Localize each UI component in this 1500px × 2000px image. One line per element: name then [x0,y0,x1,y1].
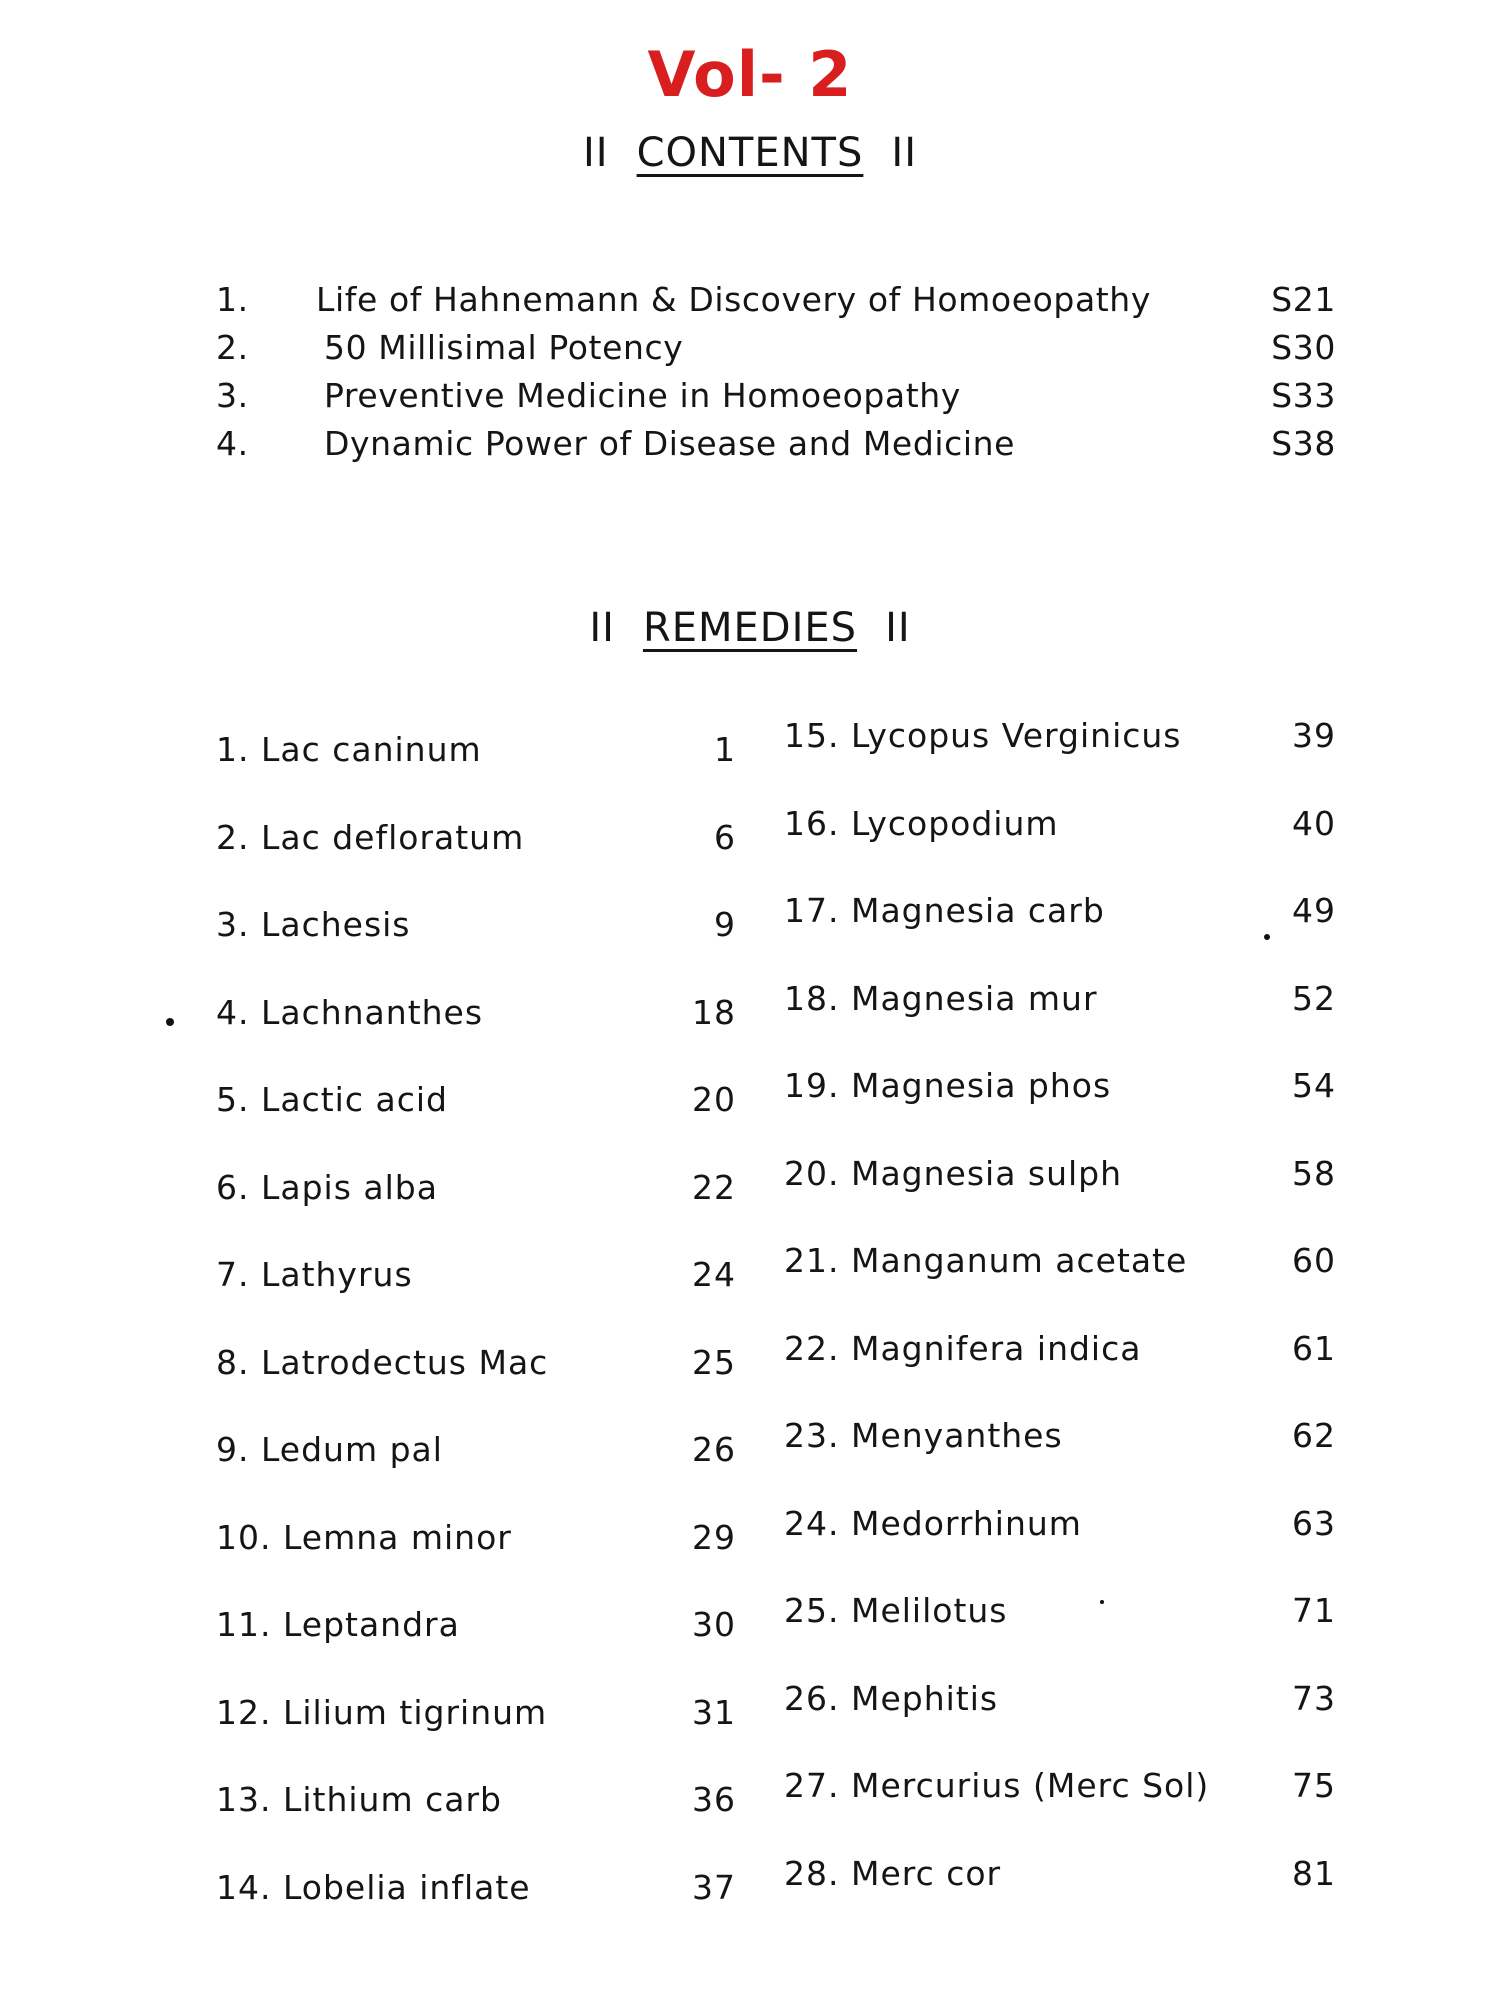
remedy-item [784,1154,1336,1242]
contents-item [216,280,1336,328]
remedy-page: 60 [1292,1241,1336,1280]
remedy-page: 18 [692,992,736,1032]
remedy-page: 9 [714,905,736,944]
remedy-page: 71 [1292,1591,1336,1630]
remedy-name: 23. Menyanthes [784,1416,1063,1455]
remedy-name: 17. Magnesia carb [784,891,1105,930]
remedy-page: 58 [1292,1153,1336,1193]
remedy-page: 22 [692,1167,736,1207]
remedies-heading [0,605,1500,651]
remedy-item [784,1329,1336,1417]
remedy-page: 20 [692,1080,736,1119]
scan-speck [1264,934,1270,940]
remedy-item [216,1693,736,1781]
remedy-name: 20. Magnesia sulph [784,1153,1123,1193]
contents-item-number: 2. [216,328,249,367]
remedy-name: 28. Merc cor [784,1853,1002,1893]
remedy-page: 73 [1292,1678,1336,1718]
remedy-name: 4. Lachnanthes [216,992,484,1032]
remedy-page: 75 [1292,1766,1336,1805]
remedy-item [784,1416,1336,1504]
contents-item-title: Preventive Medicine in Homoeopathy [324,376,961,415]
remedy-name: 10. Lemna minor [216,1517,512,1557]
remedy-name: 27. Mercurius (Merc Sol) [784,1766,1210,1805]
remedy-name: 1. Lac caninum [216,730,482,769]
remedy-name: 19. Magnesia phos [784,1066,1112,1105]
remedy-page: 30 [692,1605,736,1644]
volume-title: Vol- 2 [647,38,853,111]
remedy-item [216,1518,736,1606]
remedy-page: 63 [1292,1503,1336,1543]
contents-item-page: S21 [1271,280,1336,319]
remedy-page: 6 [714,817,736,857]
remedy-page: 81 [1292,1853,1336,1893]
contents-item-page: S30 [1271,328,1336,367]
remedy-name: 21. Manganum acetate [784,1241,1188,1280]
remedies-left-column [216,730,736,1955]
remedy-page: 37 [692,1867,736,1907]
remedy-item [216,730,736,818]
contents-heading-label: CONTENTS [636,130,864,176]
remedy-item [216,1605,736,1693]
remedy-name: 26. Mephitis [784,1678,999,1718]
remedy-name: 5. Lactic acid [216,1080,448,1119]
remedy-item [216,1080,736,1168]
remedy-item [216,818,736,906]
remedy-item [784,1066,1336,1154]
remedy-page: 36 [692,1780,736,1819]
remedy-name: 24. Medorrhinum [784,1503,1082,1543]
remedy-item [784,979,1336,1067]
remedy-name: 14. Lobelia inflate [216,1867,531,1907]
remedy-page: 52 [1292,978,1336,1018]
remedy-name: 9. Ledum pal [216,1430,443,1469]
remedy-name: 18. Magnesia mur [784,978,1098,1018]
remedy-page: 25 [692,1342,736,1382]
remedy-item [784,1504,1336,1592]
remedy-page: 29 [692,1517,736,1557]
contents-item-number: 1. [216,280,249,319]
remedy-page: 39 [1292,716,1336,755]
remedies-right-column [784,716,1336,1941]
remedy-page: 24 [692,1255,736,1294]
remedy-name: 8. Latrodectus Mac [216,1342,549,1382]
remedy-item [216,1780,736,1868]
remedy-name: 11. Leptandra [216,1605,460,1644]
contents-item [216,424,1336,472]
remedy-page: 1 [714,730,736,769]
remedy-name: 3. Lachesis [216,905,411,944]
remedy-name: 6. Lapis alba [216,1167,438,1207]
remedy-name: 25. Melilotus [784,1591,1008,1630]
remedy-item [216,1868,736,1956]
remedy-page: 61 [1292,1328,1336,1368]
heading-bar-right: II [885,605,911,651]
remedy-item [784,804,1336,892]
remedy-item [784,1679,1336,1767]
remedy-name: 2. Lac defloratum [216,817,525,857]
heading-bar-left: II [589,605,615,651]
contents-item-page: S33 [1271,376,1336,415]
remedy-item [784,1854,1336,1942]
remedy-name: 16. Lycopodium [784,803,1059,843]
heading-bar-right: II [891,130,917,176]
remedy-page: 31 [692,1692,736,1732]
remedy-page: 62 [1292,1416,1336,1455]
contents-item-title: Dynamic Power of Disease and Medicine [324,424,1016,463]
remedy-page: 49 [1292,891,1336,930]
remedy-name: 15. Lycopus Verginicus [784,716,1182,755]
remedy-name: 7. Lathyrus [216,1255,413,1294]
heading-bar-left: II [583,130,609,176]
remedy-item [216,905,736,993]
remedy-page: 40 [1292,803,1336,843]
remedy-item [784,891,1336,979]
contents-heading [0,130,1500,176]
contents-list [216,280,1336,472]
remedy-item [784,1241,1336,1329]
remedy-item [216,993,736,1081]
contents-item-number: 3. [216,376,249,415]
remedy-name: 12. Lilium tigrinum [216,1692,548,1732]
remedy-item [784,1591,1336,1679]
remedy-name: 22. Magnifera indica [784,1328,1142,1368]
remedy-item [216,1168,736,1256]
scan-speck [166,1018,174,1026]
remedy-item [216,1343,736,1431]
contents-item-title: Life of Hahnemann & Discovery of Homoeopathy [316,280,1151,319]
contents-item-title: 50 Millisimal Potency [324,328,684,367]
remedy-name: 13. Lithium carb [216,1780,502,1819]
contents-item [216,376,1336,424]
remedies-heading-label: REMEDIES [642,605,858,651]
contents-item-number: 4. [216,424,249,463]
contents-item [216,328,1336,376]
remedy-item [784,716,1336,804]
contents-item-page: S38 [1271,424,1336,463]
remedy-page: 26 [692,1430,736,1469]
remedy-item [216,1255,736,1343]
remedy-item [784,1766,1336,1854]
remedy-item [216,1430,736,1518]
scan-speck [1100,1600,1104,1604]
remedy-page: 54 [1292,1066,1336,1105]
